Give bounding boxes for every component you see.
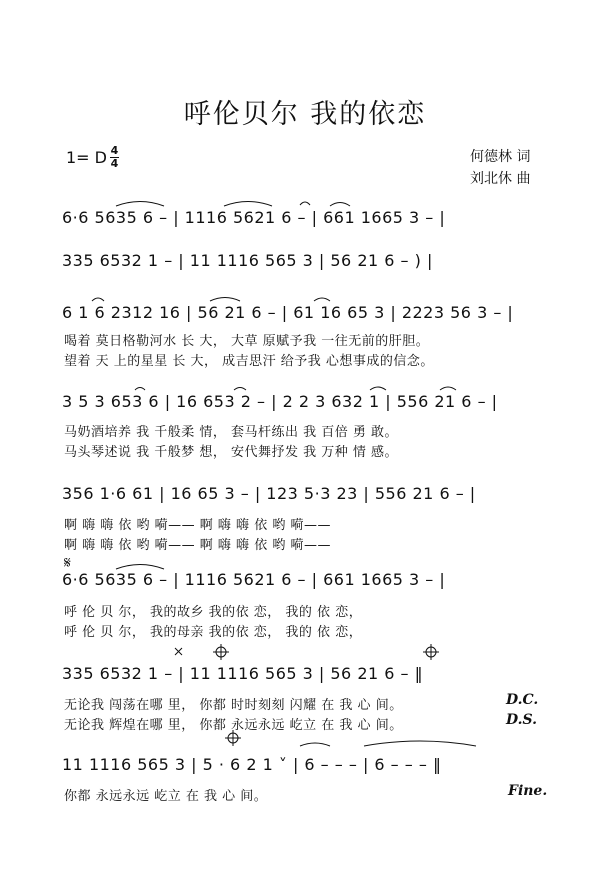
notation-line-8: 11 1116 565 3 | 5 · 6 2 1 ˅ | 6 – – – | 6 – – – ‖ <box>62 755 442 774</box>
notation-line-7: 335 6532 1 – | 11 1116 565 3 | 56 21 6 – ‖ <box>62 664 424 683</box>
coda-icon <box>426 647 436 657</box>
notation-line-5: 356 1·6 61 | 16 65 3 – | 123 5·3 23 | 556 21 6 – | <box>62 484 476 503</box>
slur-arc <box>92 298 104 301</box>
lyric-line-4-verse-1: 马奶酒培养 我 千般柔 情， 套马杆练出 我 百倍 勇 敢。 <box>64 425 399 440</box>
lyric-line-8: 你都 永远永远 屹立 在 我 心 间。 <box>64 789 268 804</box>
fermata-icon <box>175 648 182 655</box>
notation-line-4: 3 5 3 653 6 | 16 653 2 – | 2 2 3 632 1 | 556 21 6 – | <box>62 392 498 411</box>
slur-arc <box>234 388 246 391</box>
slur-arc <box>210 298 240 302</box>
slur-arc <box>224 202 272 207</box>
slur-arc <box>135 388 145 391</box>
fine-mark: Fine. <box>508 783 548 799</box>
slur-arc <box>300 743 330 746</box>
score-system-7 <box>62 664 548 688</box>
lyric-line-5-verse-1: 啊 嗨 嗨 依 哟 嗬—— 啊 嗨 嗨 依 哟 嗬—— <box>64 518 331 533</box>
lyric-line-6-verse-1: 呼 伦 贝 尔， 我的故乡 我的依 恋， 我的 依 恋， <box>64 605 363 620</box>
lyric-line-5-verse-2: 啊 嗨 嗨 依 哟 嗬—— 啊 嗨 嗨 依 哟 嗬—— <box>64 538 331 553</box>
slur-arc <box>364 741 476 746</box>
lyricist-credit: 何德林 词 <box>470 149 531 165</box>
score-system-2 <box>62 251 548 275</box>
ds-mark: D.S. <box>506 712 538 728</box>
lyric-line-3-verse-1: 喝着 莫日格勒河水 长 大， 大草 原赋予我 一往无前的肝胆。 <box>64 334 430 349</box>
key-signature: 1= D <box>66 148 107 167</box>
notation-line-2: 335 6532 1 – | 11 1116 565 3 | 56 21 6 – ) | <box>62 251 433 270</box>
time-signature-bottom: 4 <box>110 157 119 170</box>
slur-arc <box>116 565 164 570</box>
slur-arc <box>116 202 164 207</box>
composer-credit: 刘北休 曲 <box>470 171 531 187</box>
score-system-6 <box>62 570 548 594</box>
time-signature-top: 4 <box>110 144 119 157</box>
slur-arc <box>370 387 386 390</box>
slur-arc <box>440 387 456 390</box>
slur-arc <box>330 203 350 207</box>
segno-sign-icon: 𝄋 <box>64 553 71 572</box>
score-system-8 <box>62 755 548 779</box>
score-system-4 <box>62 392 548 416</box>
notation-line-1: 6·6 5635 6 – | 1116 5621 6 – | 661 1665 3 – | <box>62 208 446 227</box>
score-system-3 <box>62 303 548 327</box>
coda-icon <box>228 733 238 743</box>
coda-icon <box>216 647 226 657</box>
score-system-5 <box>62 484 548 508</box>
song-title: 呼伦贝尔 我的依恋 <box>183 99 427 130</box>
fermata-icon <box>300 202 310 205</box>
score-system-1 <box>62 208 548 232</box>
lyric-line-7-verse-1: 无论我 闯荡在哪 里， 你都 时时刻刻 闪耀 在 我 心 间。 <box>64 698 403 713</box>
lyric-line-3-verse-2: 望着 天 上的星星 长 大， 成吉思汗 给予我 心想事成的信念。 <box>64 354 434 369</box>
dc-mark: D.C. <box>506 692 539 708</box>
notation-line-6: 6·6 5635 6 – | 1116 5621 6 – | 661 1665 3 – | <box>62 570 446 589</box>
time-signature <box>110 145 119 170</box>
lyric-line-6-verse-2: 呼 伦 贝 尔， 我的母亲 我的依 恋， 我的 依 恋， <box>64 625 363 640</box>
lyric-line-7-verse-2: 无论我 辉煌在哪 里， 你都 永远永远 屹立 在 我 心 间。 <box>64 718 403 733</box>
lyric-line-4-verse-2: 马头琴述说 我 千般梦 想， 安代舞抒发 我 万种 情 感。 <box>64 445 399 460</box>
slur-arc <box>314 298 330 301</box>
notation-line-3: 6 1 6 2312 16 | 56 21 6 – | 61 16 65 3 | 2223 56 3 – | <box>62 303 514 322</box>
